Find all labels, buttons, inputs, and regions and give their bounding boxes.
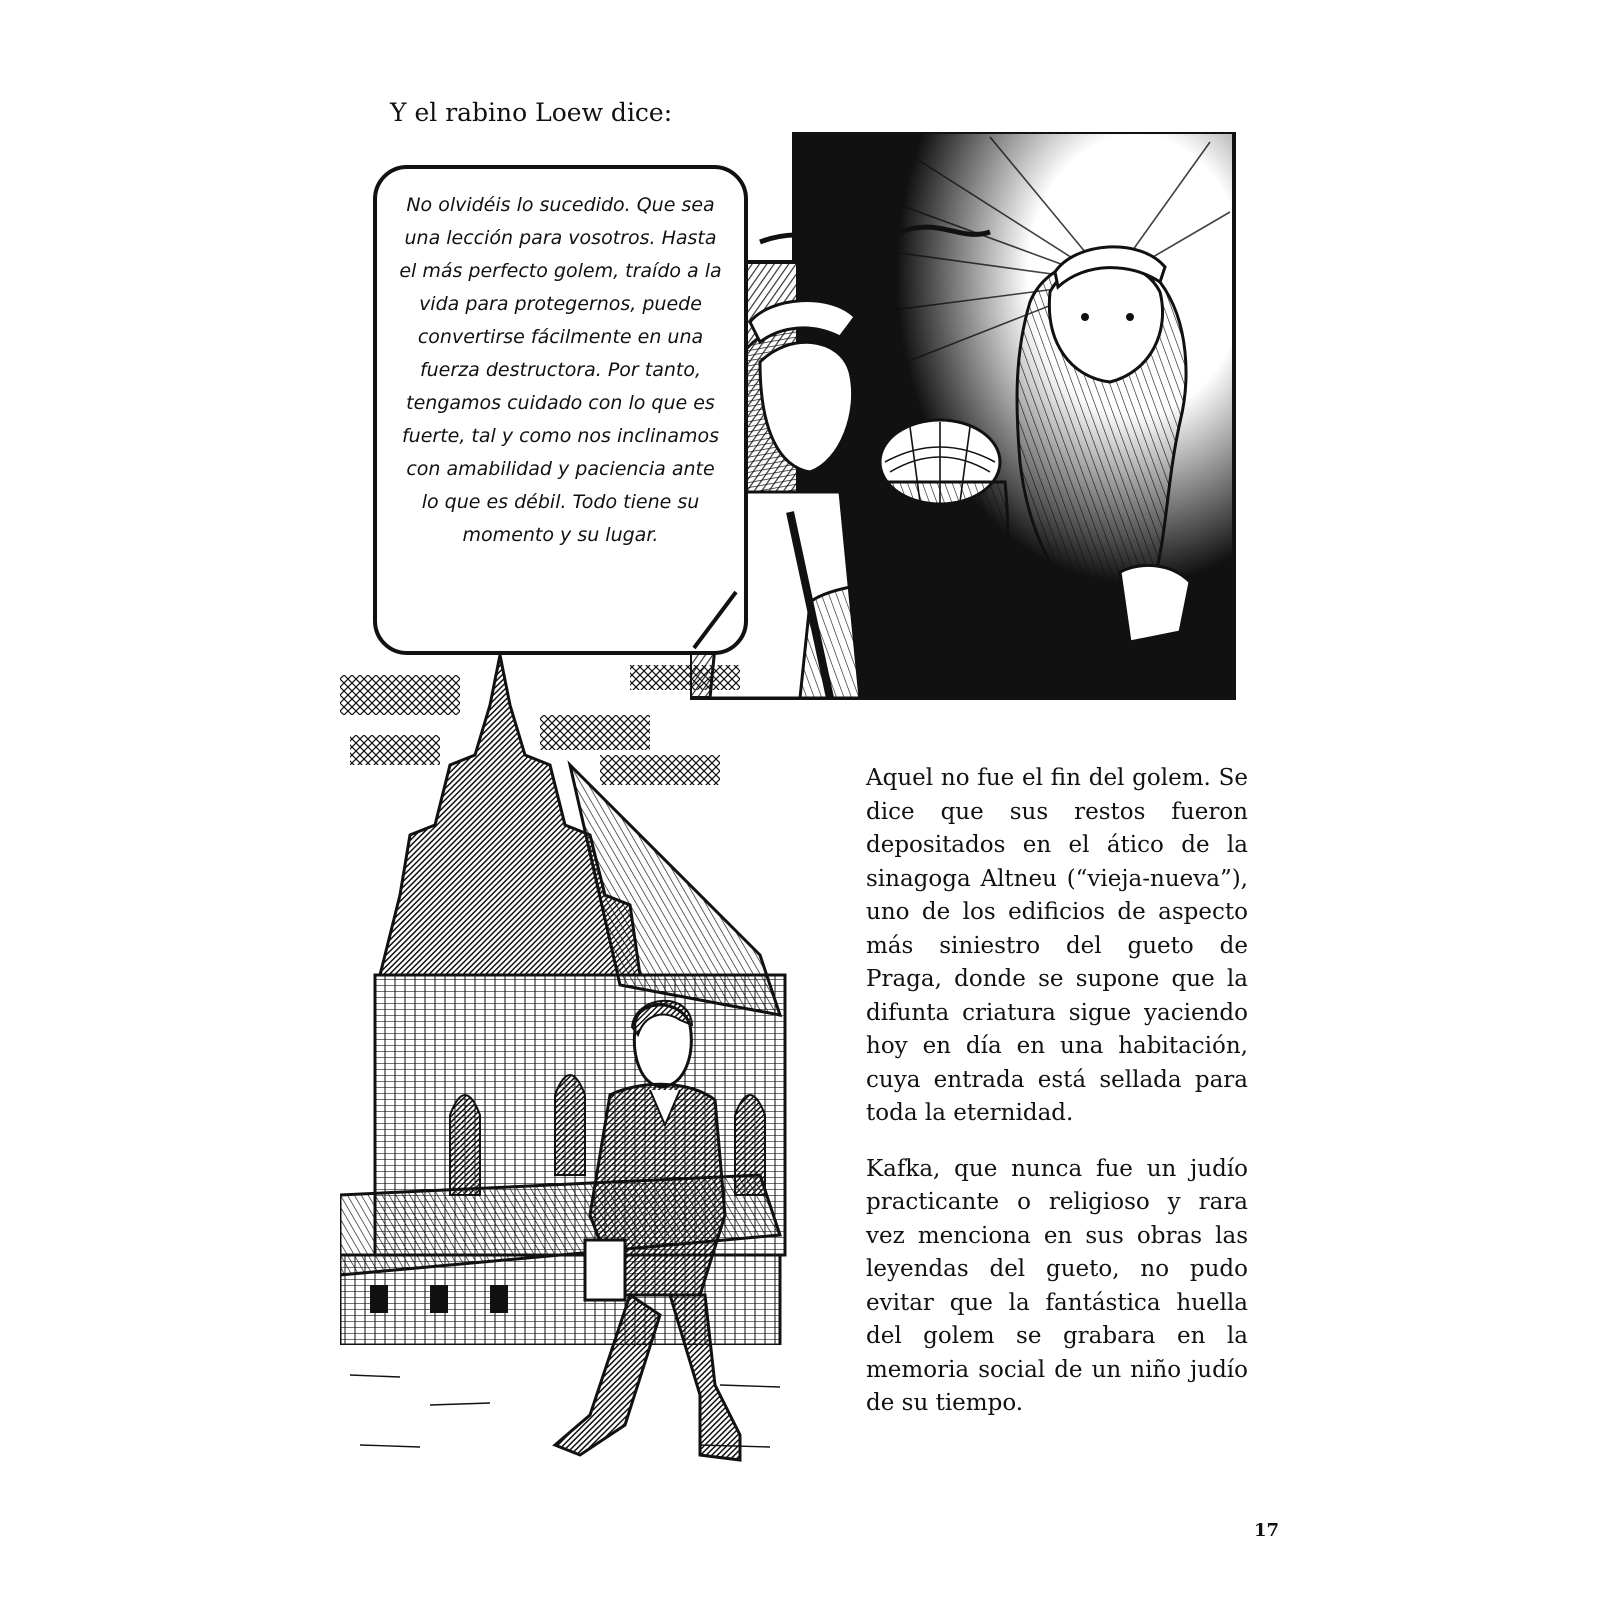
body-paragraph: Aquel no fue el fin del golem. Se dice que sus restos fueron depositados en el ático de la sinagoga Altneu (“vieja-nueva”), uno de los edificios de aspecto más siniestro del gueto de Praga, donde se supone que la difunta criatura sigue yaciendo hoy en día en una habitación, cuya entrada está sellada para toda la eternidad.	[866, 765, 1248, 1126]
altneu-synagogue-illustration	[340, 655, 810, 1490]
rabbi-loew-panel-illustration	[690, 132, 1238, 702]
body-paragraph: Kafka, que nunca fue un judío practicante o religioso y rara vez menciona en sus obras las leyendas del gueto, no pudo evitar que la fantástica huella del golem se grabara en la memoria social de un niño judío de su tiempo.	[866, 1155, 1248, 1416]
body-text-column	[866, 762, 1248, 1443]
intro-caption: Y el rabino Loew dice:	[390, 98, 673, 127]
page-number: 17	[1254, 1520, 1280, 1541]
speech-bubble	[373, 165, 748, 655]
speech-bubble-tail	[690, 590, 740, 650]
speech-bubble-text: No olvidéis lo sucedido. Que sea una lección para vosotros. Hasta el más perfecto golem, traído a la vida para protegernos, puede convertirse fácilmente en una fuerza destructora. Por tanto, tengamos cuidado con lo que es fuerte, tal y como nos inclinamos con amabilidad y paciencia ante lo que es débil. Todo tiene su momento y su lugar.	[399, 194, 722, 546]
